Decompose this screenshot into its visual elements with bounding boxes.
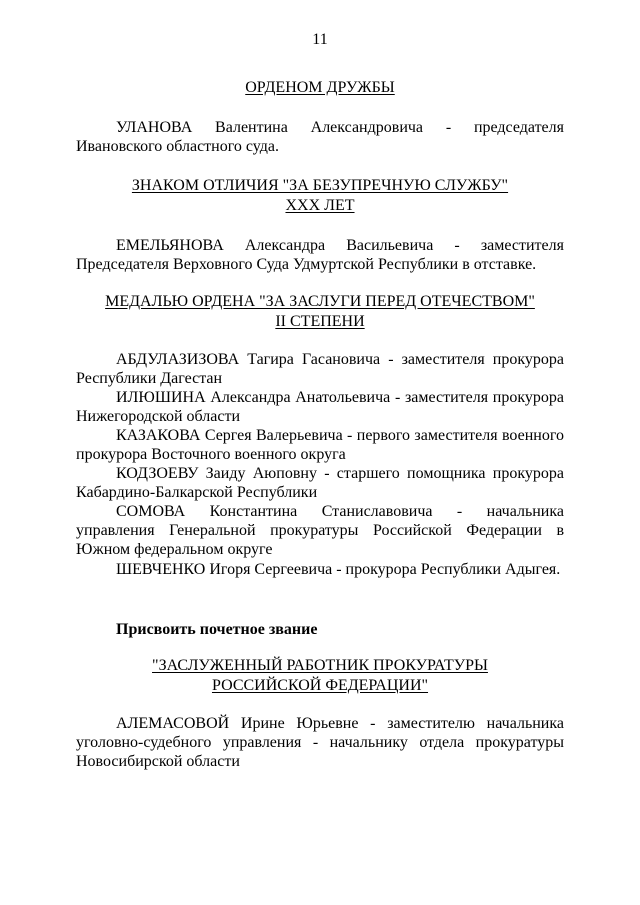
entry-text: КОДЗОЕВУ Заиду Аюповну - старшего помощника прокурора Кабардино-Балкарской Республики [76,465,564,501]
entry-text: СОМОВА Константина Станиславовича - начальника управления Генеральной прокуратуры Российской Федерации в Южном федеральном округе [76,503,564,558]
award-entry [76,118,564,156]
award-entry [76,502,564,559]
heading-order-of-friendship [76,78,564,98]
heading-line: ЗНАКОМ ОТЛИЧИЯ "ЗА БЕЗУПРЕЧНУЮ СЛУЖБУ" [131,177,509,194]
heading-line: "ЗАСЛУЖЕННЫЙ РАБОТНИК ПРОКУРАТУРЫ [152,657,488,674]
assign-title-label: Присвоить почетное звание [116,621,318,638]
heading-line: ОРДЕНОМ ДРУЖБЫ [245,79,395,96]
heading-line: РОССИЙСКОЙ ФЕДЕРАЦИИ" [211,677,429,694]
heading-merit-medal [76,292,564,332]
entry-text: ЕМЕЛЬЯНОВА Александра Васильевича - заместителя Председателя Верховного Суда Удмуртской Республики в отставке. [76,237,564,273]
award-entry [76,464,564,502]
entry-text: АБДУЛАЗИЗОВА Тагира Гасановича - заместителя прокурора Республики Дагестан [76,351,564,387]
heading-honored-prosecutor [76,656,564,696]
award-entry [76,236,564,274]
entry-text: АЛЕМАСОВОЙ Ирине Юрьевне - заместителю начальника уголовно-судебного управления - начальнику отдела прокуратуры Новосибирской области [76,715,564,770]
award-entry [76,426,564,464]
heading-line: МЕДАЛЬЮ ОРДЕНА "ЗА ЗАСЛУГИ ПЕРЕД ОТЕЧЕСТВОМ" [105,293,535,310]
entry-text: ИЛЮШИНА Александра Анатольевича - заместителя прокурора Нижегородской области [76,389,564,425]
heading-line: XXX ЛЕТ [285,197,355,214]
award-entry [76,388,564,426]
entry-text: КАЗАКОВА Сергея Валерьевича - первого заместителя военного прокурора Восточного военного округа [76,427,564,463]
entry-text: УЛАНОВА Валентина Александровича - председателя Ивановского областного суда. [76,119,564,155]
heading-impeccable-service [76,176,564,216]
entry-text: ШЕВЧЕНКО Игоря Сергеевича - прокурора Республики Адыгея. [116,561,561,578]
heading-line: II СТЕПЕНИ [275,313,365,330]
award-entry [76,350,564,388]
page-number: 11 [312,31,328,48]
award-entry [76,714,564,771]
award-entry [76,560,564,579]
